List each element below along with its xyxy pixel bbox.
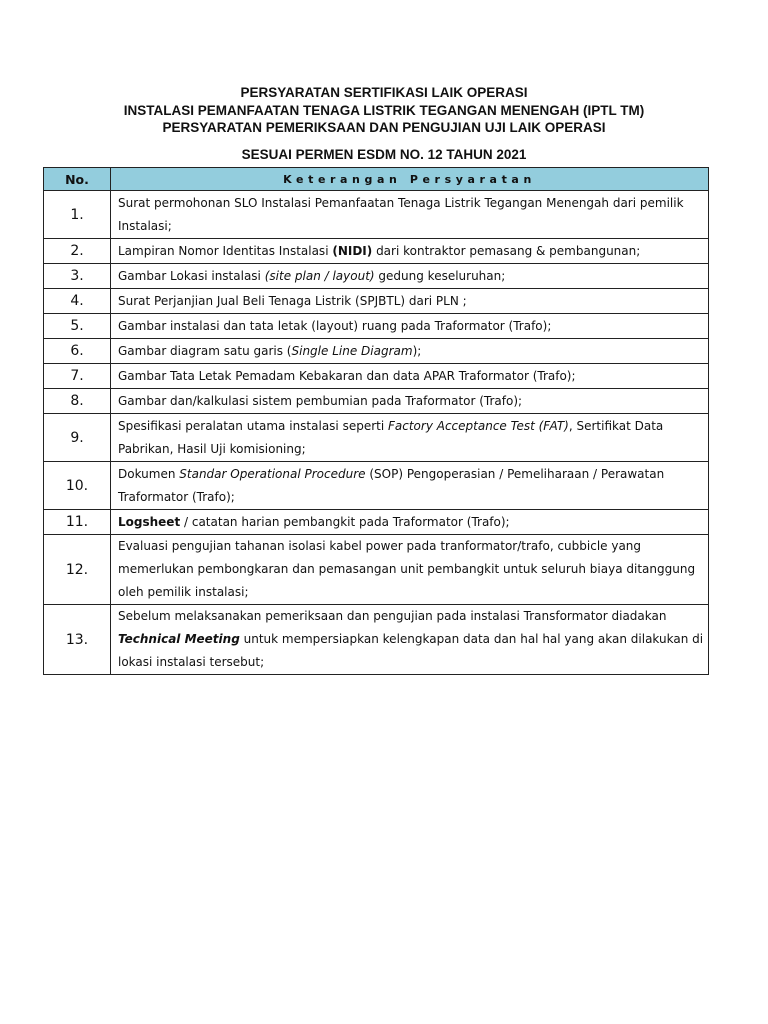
- row-number: 12.: [44, 535, 111, 605]
- table-row: [44, 314, 709, 339]
- row-number: 1.: [44, 191, 111, 239]
- row-requirement: [111, 314, 709, 339]
- table-header-row: [44, 168, 709, 191]
- row-number: 7.: [44, 364, 111, 389]
- requirement-text: Standar Operational Procedure: [179, 466, 366, 481]
- requirement-text: Gambar dan/kalkulasi sistem pembumian pada Traformator (Trafo);: [118, 393, 523, 408]
- requirement-text: , Sertifikat Data Pabrikan, Hasil Uji komisioning;: [118, 418, 664, 456]
- table-row: [44, 239, 709, 264]
- row-requirement: [111, 191, 709, 239]
- table-row: [44, 364, 709, 389]
- row-requirement: [111, 364, 709, 389]
- row-number: 4.: [44, 289, 111, 314]
- requirement-text: Lampiran Nomor Identitas Instalasi: [118, 243, 333, 258]
- row-requirement: [111, 605, 709, 675]
- row-number: 3.: [44, 264, 111, 289]
- table-row: [44, 339, 709, 364]
- requirement-text: untuk mempersiapkan kelengkapan data dan hal hal yang akan dilakukan di lokasi instalasi tersebut;: [118, 632, 704, 669]
- requirement-text: dari kontraktor pemasang & pembangunan;: [372, 243, 641, 258]
- row-number: 8.: [44, 389, 111, 414]
- row-number: 13.: [44, 605, 111, 675]
- row-requirement: [111, 535, 709, 605]
- requirement-text: Gambar Lokasi instalasi: [118, 268, 265, 283]
- table-row: [44, 289, 709, 314]
- row-requirement: [111, 462, 709, 510]
- table-body: [44, 191, 709, 675]
- table-row: [44, 535, 709, 605]
- row-requirement: [111, 239, 709, 264]
- requirement-text: Gambar Tata Letak Pemadam Kebakaran dan data APAR Traformator (Trafo);: [118, 368, 576, 383]
- row-requirement: [111, 339, 709, 364]
- requirement-text: / catatan harian pembangkit pada Traformator (Trafo);: [180, 514, 510, 529]
- requirements-table: [43, 167, 709, 675]
- requirement-text: Gambar diagram satu garis (: [118, 343, 292, 358]
- requirement-text: Spesifikasi peralatan utama instalasi seperti: [118, 418, 388, 433]
- requirement-text: Technical Meeting: [118, 632, 240, 646]
- table-row: [44, 389, 709, 414]
- row-requirement: [111, 510, 709, 535]
- requirement-text: (SOP) Pengoperasian / Pemeliharaan / Perawatan Traformator (Trafo);: [118, 466, 665, 504]
- row-number: 5.: [44, 314, 111, 339]
- row-requirement: [111, 264, 709, 289]
- table-row: [44, 462, 709, 510]
- requirement-text: Surat Perjanjian Jual Beli Tenaga Listrik (SPJBTL) dari PLN ;: [118, 293, 467, 308]
- table-row: [44, 264, 709, 289]
- title-line-2: INSTALASI PEMANFAATAN TENAGA LISTRIK TEGANGAN MENENGAH (IPTL TM): [123, 102, 645, 118]
- row-requirement: [111, 289, 709, 314]
- requirement-text: );: [412, 343, 422, 358]
- row-number: 2.: [44, 239, 111, 264]
- requirement-text: Surat permohonan SLO Instalasi Pemanfaatan Tenaga Listrik Tegangan Menengah dari pemilik Instalasi;: [118, 195, 684, 233]
- requirement-text: Gambar instalasi dan tata letak (layout) ruang pada Traformator (Trafo);: [118, 318, 552, 333]
- requirement-text: (site plan / layout): [264, 268, 375, 283]
- table-row: [44, 414, 709, 462]
- row-requirement: [111, 414, 709, 462]
- requirement-text: (NIDI): [332, 243, 373, 258]
- requirement-text: Evaluasi pengujian tahanan isolasi kabel power pada tranformator/trafo, cubbicle yang memerlukan pembongkaran dan pemasangan unit pembangkit untuk seluruh biaya ditanggung oleh pemilik instalasi;: [118, 539, 696, 599]
- row-number: 6.: [44, 339, 111, 364]
- row-number: 9.: [44, 414, 111, 462]
- row-requirement: [111, 389, 709, 414]
- title-line-1: PERSYARATAN SERTIFIKASI LAIK OPERASI: [240, 85, 528, 100]
- requirement-text: Sebelum melaksanakan pemeriksaan dan pengujian pada instalasi Transformator diadakan: [118, 609, 667, 623]
- requirement-text: Dokumen: [118, 466, 180, 481]
- table-row: [44, 191, 709, 239]
- header-keterangan: Keterangan Persyaratan: [111, 168, 709, 191]
- row-number: 10.: [44, 462, 111, 510]
- table-row: [44, 510, 709, 535]
- title-line-4: SESUAI PERMEN ESDM NO. 12 TAHUN 2021: [241, 146, 527, 162]
- requirement-text: Factory Acceptance Test (FAT): [388, 418, 569, 433]
- document-title-block: [0, 84, 768, 163]
- row-number: 11.: [44, 510, 111, 535]
- table-row: [44, 605, 709, 675]
- requirement-text: gedung keseluruhan;: [374, 268, 506, 283]
- requirement-text: Logsheet: [118, 514, 181, 529]
- title-line-3: PERSYARATAN PEMERIKSAAN DAN PENGUJIAN UJI LAIK OPERASI: [162, 120, 606, 135]
- header-no: No.: [44, 168, 111, 191]
- requirement-text: Single Line Diagram: [291, 343, 413, 358]
